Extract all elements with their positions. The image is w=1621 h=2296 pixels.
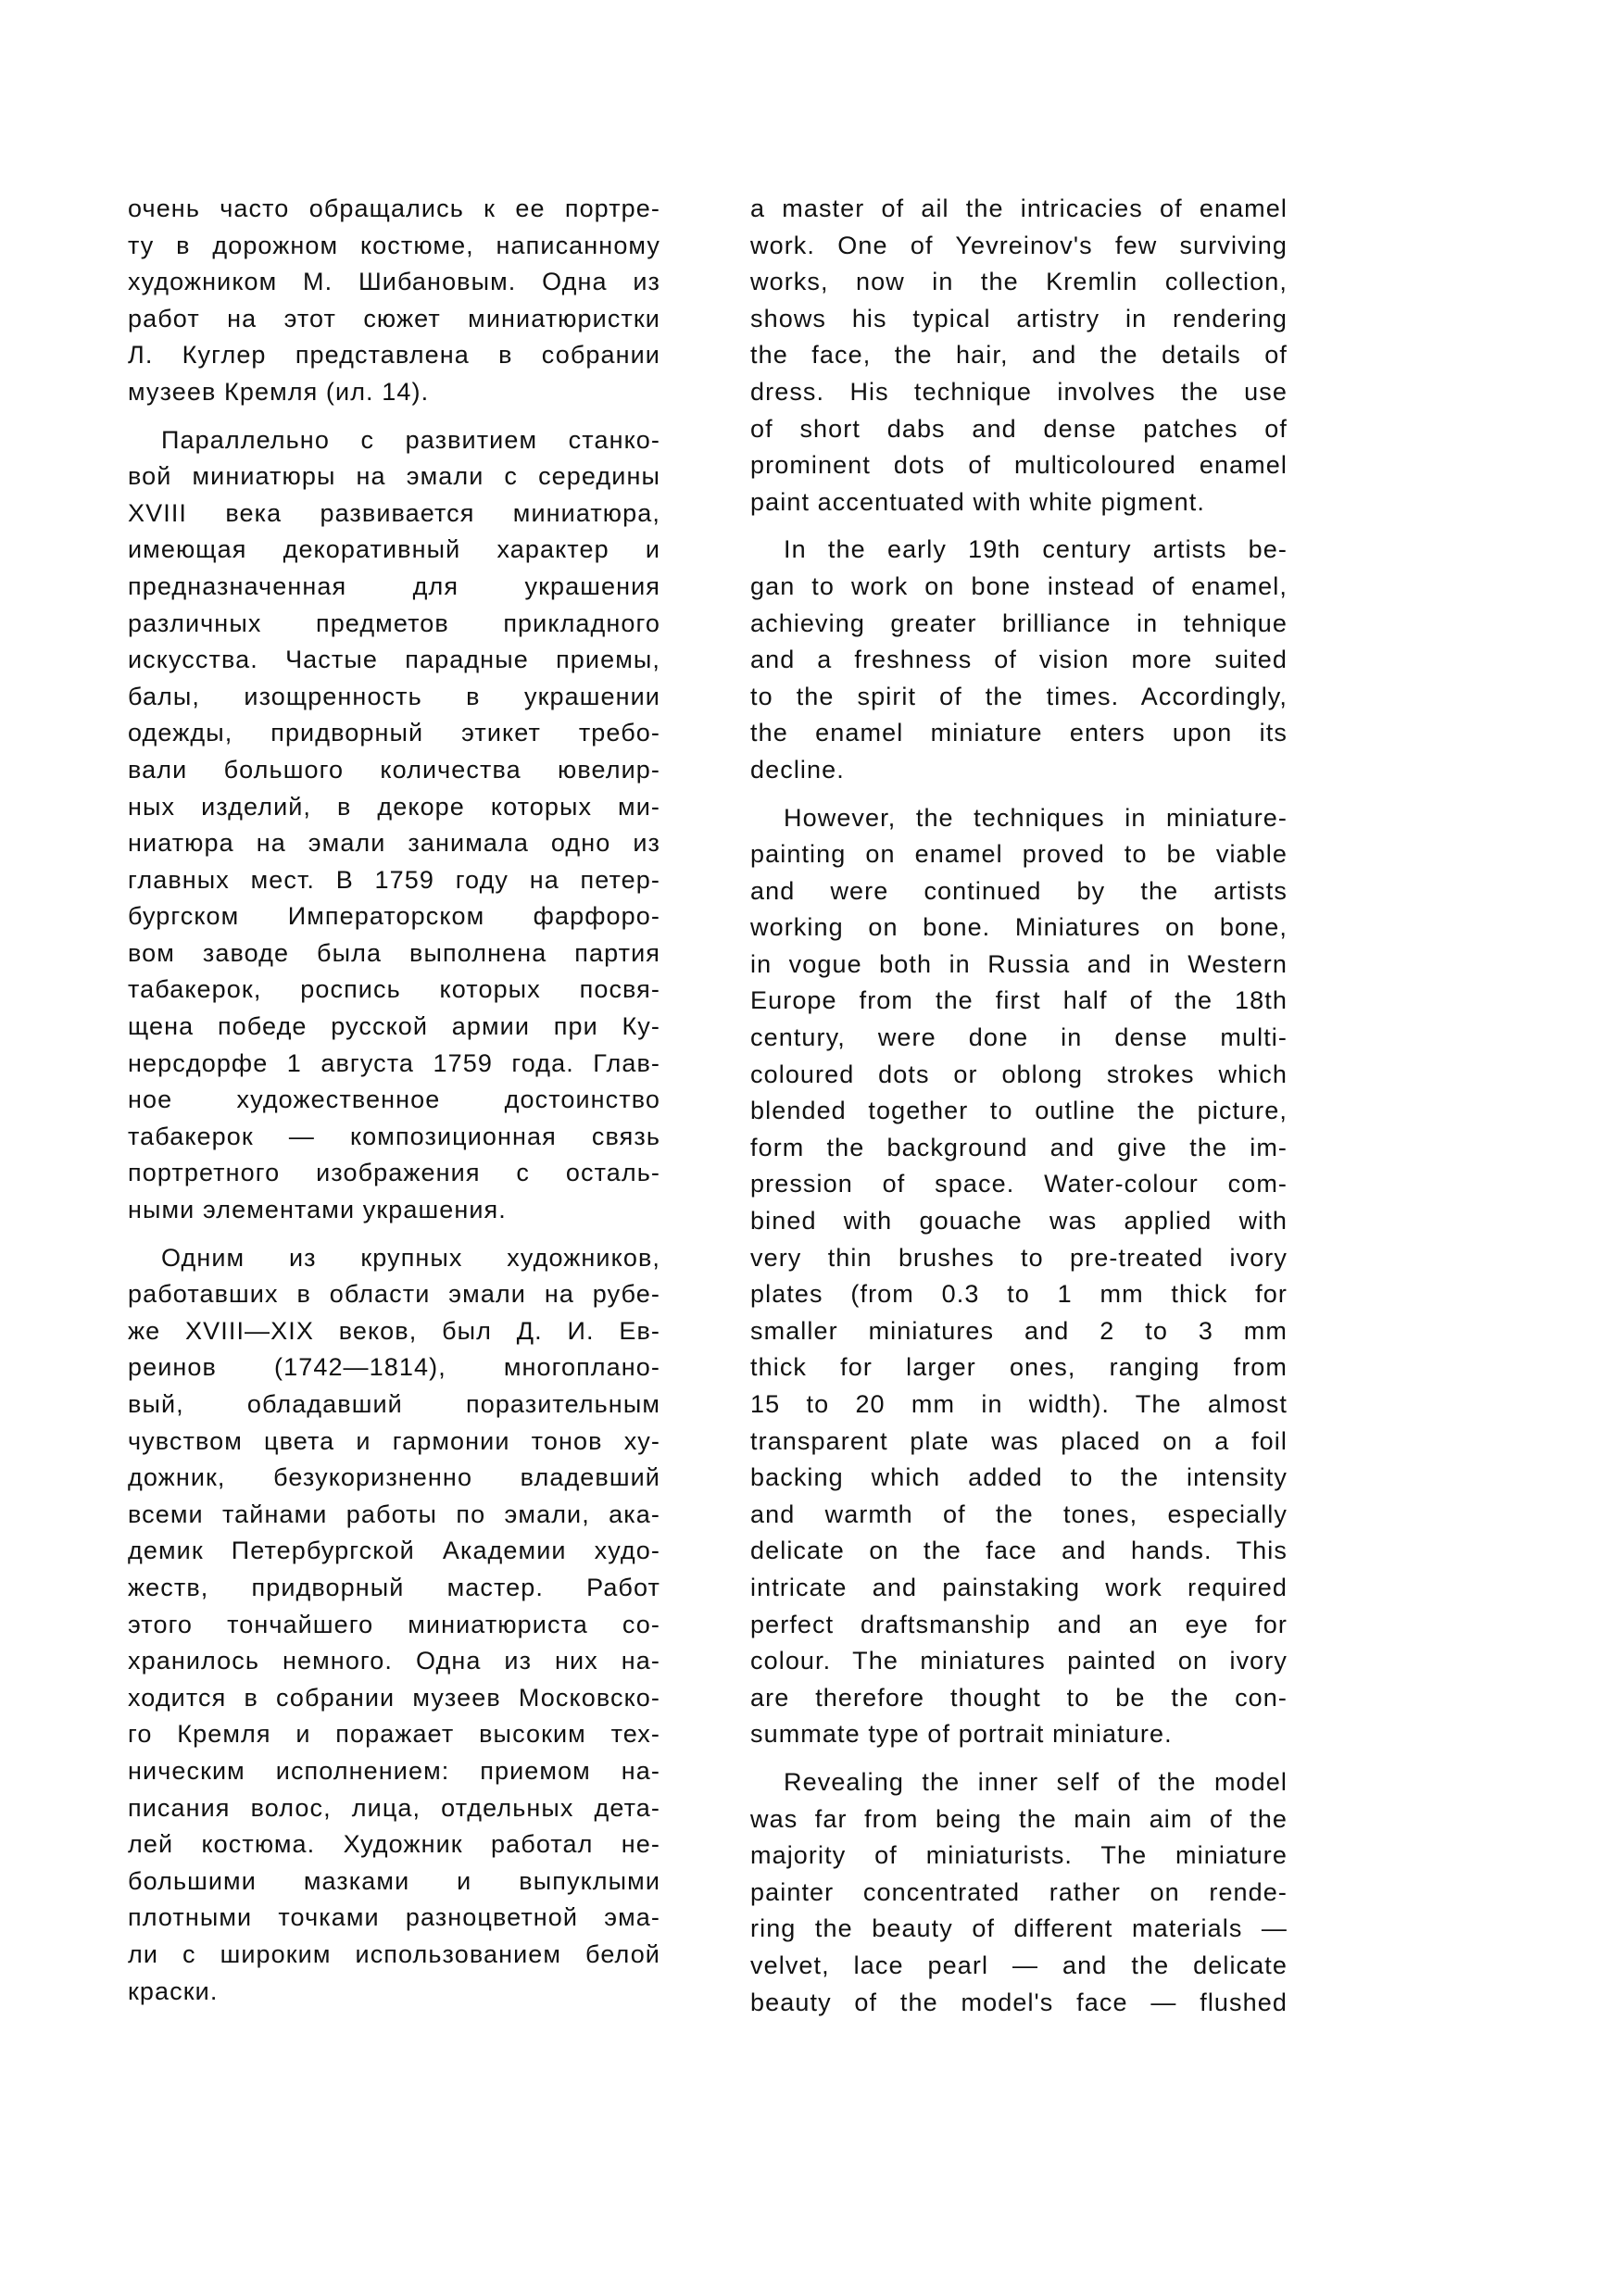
text-line: щена победе русской армии при Ку- [128, 1012, 660, 1041]
text-line: жеств, придворный мастер. Работ [128, 1573, 660, 1601]
text-line: вали большого количества ювелир- [128, 755, 660, 784]
text-line: художником М. Шибановым. Одна из [128, 268, 660, 296]
text-line: балы, изощренность в украшении [128, 682, 660, 710]
text-line: the face, the hair, and the details of [750, 341, 1288, 370]
text-line: всеми тайнами работы по эмали, ака- [128, 1499, 660, 1528]
text-line: delicate on the face and hands. This [750, 1537, 1288, 1565]
text-line: intricate and painstaking work required [750, 1573, 1288, 1601]
text-line: табакерок, роспись которых посвя- [128, 975, 660, 1004]
text-line: to the spirit of the times. Accordingly, [750, 682, 1288, 710]
text-line: искусства. Частые парадные приемы, [128, 646, 660, 674]
paragraph [750, 532, 1288, 788]
text-line: of short dabs and dense patches of [750, 414, 1288, 443]
text-line: and warmth of the tones, especially [750, 1499, 1288, 1528]
text-line: works, now in the Kremlin collection, [750, 268, 1288, 296]
text-line: shows his typical artistry in rendering [750, 304, 1288, 332]
text-line: achieving greater brilliance in tehnique [750, 609, 1288, 637]
text-line: Europe from the first half of the 18th [750, 986, 1288, 1015]
text-line: го Кремля и поражает высоким тех- [128, 1720, 660, 1749]
text-line: blended together to outline the picture, [750, 1097, 1288, 1125]
text-line: нерсдорфе 1 августа 1759 года. Глав- [128, 1048, 660, 1077]
text-line: ных изделий, в декоре которых ми- [128, 792, 660, 821]
text-line: чувством цвета и гармонии тонов ху- [128, 1426, 660, 1455]
text-line: же XVIII—XIX веков, был Д. И. Ев- [128, 1316, 660, 1345]
text-line: демик Петербургской Академии худо- [128, 1537, 660, 1565]
text-line: бургском Императорском фарфоро- [128, 902, 660, 931]
paragraph [750, 191, 1288, 521]
text-line: In the early 19th century artists be- [784, 535, 1288, 564]
text-line: портретного изображения с осталь- [128, 1159, 660, 1187]
text-line: and were continued by the artists [750, 876, 1288, 905]
text-line: плотными точками разноцветной эма- [128, 1903, 660, 1932]
text-line: хранилось немного. Одна из них на- [128, 1647, 660, 1675]
text-line: form the background and give the im- [750, 1133, 1288, 1161]
text-line: paint accentuated with white pigment. [750, 487, 1205, 516]
text-line: XVIII века развивается миниатюра, [128, 498, 660, 527]
text-line: работавших в области эмали на рубе- [128, 1280, 660, 1309]
text-line: ное художественное достоинство [128, 1085, 660, 1114]
text-line: ходится в собрании музеев Московско- [128, 1683, 660, 1712]
text-line: smaller miniatures and 2 to 3 mm [750, 1316, 1288, 1345]
text-line: работ на этот сюжет миниатюристки [128, 304, 660, 332]
text-line: a master of ail the intricacies of enamel [750, 194, 1288, 222]
text-line: decline. [750, 755, 845, 784]
text-line: Л. Куглер представлена в собрании [128, 341, 660, 370]
text-line: дожник, безукоризненно владевший [128, 1463, 660, 1492]
text-line: имеющая декоративный характер и [128, 535, 660, 564]
right-text-column [750, 191, 1288, 2032]
text-line: velvet, lace pearl — and the delicate [750, 1951, 1288, 1979]
text-line: However, the techniques in miniature- [784, 803, 1288, 832]
text-line: very thin brushes to pre-treated ivory [750, 1243, 1288, 1272]
text-line: are therefore thought to be the con- [750, 1683, 1288, 1712]
text-line: coloured dots or oblong strokes which [750, 1060, 1288, 1088]
left-text-column [128, 191, 660, 2021]
text-line: вой миниатюры на эмали с середины [128, 462, 660, 491]
text-line: очень часто обращались к ее портре- [128, 194, 660, 222]
paragraph [750, 800, 1288, 1753]
paragraph [128, 191, 660, 411]
text-line: этого тончайшего миниатюриста со- [128, 1610, 660, 1638]
text-line: working on bone. Miniatures on bone, [750, 913, 1288, 942]
text-line: and a freshness of vision more suited [750, 646, 1288, 674]
text-line: музеев Кремля (ил. 14). [128, 377, 430, 406]
text-line: вом заводе была выполнена партия [128, 938, 660, 967]
text-line: century, were done in dense multi- [750, 1023, 1288, 1052]
text-line: табакерок — композиционная связь [128, 1122, 660, 1150]
text-line: лей костюма. Художник работал не- [128, 1830, 660, 1859]
text-line: was far from being the main aim of the [750, 1804, 1288, 1833]
text-line: ниатюра на эмали занимала одно из [128, 829, 660, 858]
paragraph [128, 1240, 660, 2010]
text-line: краски. [128, 1976, 219, 2005]
text-line: gan to work on bone instead of enamel, [750, 571, 1288, 600]
text-line: plates (from 0.3 to 1 mm thick for [750, 1280, 1288, 1309]
text-line: предназначенная для украшения [128, 571, 660, 600]
text-line: bined with gouache was applied with [750, 1207, 1288, 1236]
text-line: главных мест. В 1759 году на петер- [128, 865, 660, 894]
text-line: colour. The miniatures painted on ivory [750, 1647, 1288, 1675]
text-line: painter concentrated rather on rende- [750, 1877, 1288, 1906]
text-line: Одним из крупных художников, [161, 1243, 660, 1272]
text-line: ту в дорожном костюме, написанному [128, 231, 660, 259]
text-line: perfect draftsmanship and an eye for [750, 1610, 1288, 1638]
text-line: писания волос, лица, отдельных дета- [128, 1793, 660, 1822]
text-line: summate type of portrait miniature. [750, 1720, 1173, 1749]
text-line: 15 to 20 mm in width). The almost [750, 1390, 1288, 1418]
text-line: the enamel miniature enters upon its [750, 719, 1288, 747]
paragraph [750, 1764, 1288, 2021]
text-line: backing which added to the intensity [750, 1463, 1288, 1492]
text-line: вый, обладавший поразительным [128, 1390, 660, 1418]
paragraph [128, 422, 660, 1229]
text-line: различных предметов прикладного [128, 609, 660, 637]
text-line: majority of miniaturists. The miniature [750, 1841, 1288, 1870]
text-line: ring the beauty of different materials — [750, 1914, 1288, 1943]
text-line: in vogue both in Russia and in Western [750, 949, 1288, 978]
text-line: Revealing the inner self of the model [784, 1767, 1288, 1796]
text-line: большими мазками и выпуклыми [128, 1866, 660, 1895]
text-line: одежды, придворный этикет требо- [128, 719, 660, 747]
text-line: prominent dots of multicoloured enamel [750, 451, 1288, 480]
text-line: dress. His technique involves the use [750, 377, 1288, 406]
text-line: thick for larger ones, ranging from [750, 1353, 1288, 1382]
text-line: beauty of the model's face — flushed [750, 1988, 1288, 2016]
text-line: Параллельно с развитием станко- [161, 425, 660, 454]
text-line: ными элементами украшения. [128, 1196, 507, 1224]
text-line: work. One of Yevreinov's few surviving [750, 231, 1288, 259]
text-line: painting on enamel proved to be viable [750, 840, 1288, 869]
text-line: реинов (1742—1814), многоплано- [128, 1353, 660, 1382]
text-line: pression of space. Water-colour com- [750, 1170, 1288, 1198]
text-line: ли с широким использованием белой [128, 1939, 660, 1968]
text-line: ническим исполнением: приемом на- [128, 1756, 660, 1785]
text-line: transparent plate was placed on a foil [750, 1426, 1288, 1455]
